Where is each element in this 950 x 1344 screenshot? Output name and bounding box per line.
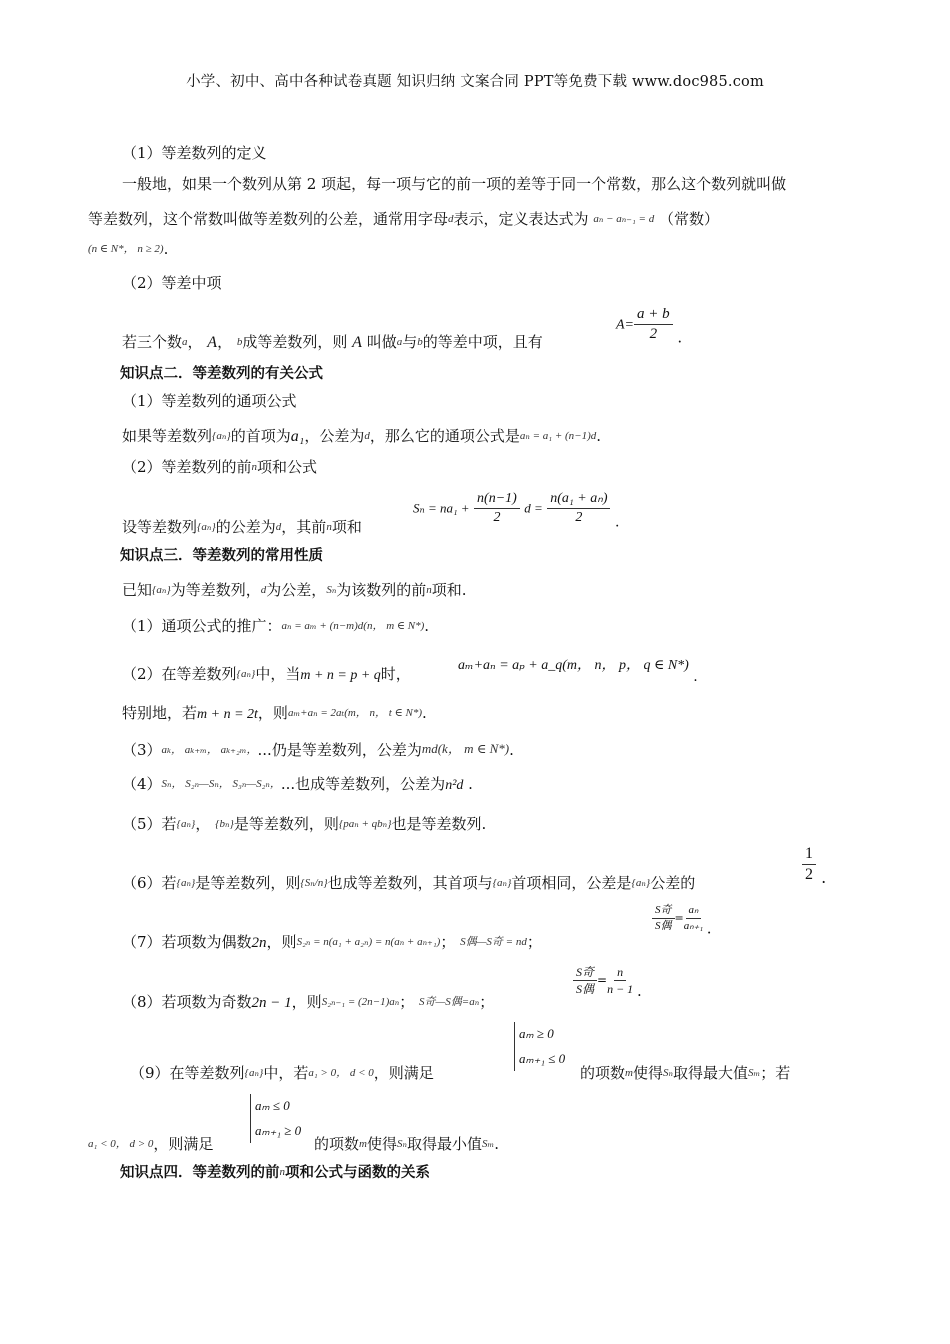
math-p3d: md(k， m ∈ N*)	[421, 741, 510, 756]
text: 的项数	[580, 1064, 626, 1082]
formula-half: $\frac{1}{2}$ .	[802, 846, 826, 886]
equals: =	[674, 911, 684, 925]
text: （5）若	[122, 815, 177, 833]
math-an-seq: {aₙ}	[152, 584, 171, 596]
fraction-sum-2	[547, 492, 610, 525]
math-general: aₙ = a₁ + (n−1)d	[519, 430, 597, 442]
math-A-eq: A=	[616, 317, 634, 333]
numerator: S奇	[573, 966, 597, 981]
text: 为公差，	[266, 581, 327, 599]
text: （6）若	[122, 874, 177, 892]
text: 项和公式	[257, 458, 318, 476]
math-Sn: Sₙ	[396, 1138, 407, 1150]
text: 中，若	[263, 1064, 309, 1082]
line-prop-1: （1）通项公式的推广：aₙ = aₘ + (n−m)d(n， m ∈ N*).	[122, 617, 430, 635]
math-n: n	[251, 461, 258, 473]
text: 等差数列，这个常数叫做等差数列的公差，通常用字母	[88, 210, 449, 228]
line-general-term: 如果等差数列{aₙ}的首项为a₁，公差为d，那么它的通项公式是aₙ = a₁ + (n−1)d.	[122, 427, 602, 445]
text: 公差的	[650, 874, 696, 892]
line-prop-7: （7）若项数为偶数2n，则S₂ₙ = n(a₁ + a₂ₙ) = n(aₙ + aₙ₊₁)； S偶—S奇 = nd；	[122, 933, 542, 951]
text: 取得最大值	[672, 1064, 748, 1082]
system-line: aₘ₊₁ ≤ 0	[519, 1050, 566, 1066]
math-cond2: m + n = 2t	[197, 707, 258, 722]
fraction-odd-ratio	[573, 966, 597, 995]
text: 是等差数列，则	[195, 874, 301, 892]
text: ，则	[266, 933, 297, 951]
text: （2）在等差数列	[122, 665, 237, 683]
math-Sn: Sₙ	[326, 584, 337, 596]
line-known	[122, 583, 467, 598]
math-n: n	[426, 584, 432, 596]
math-odd-diff: S奇—S偶=aₙ	[419, 996, 480, 1008]
text: 时，	[380, 665, 411, 683]
math-odd-S: S₂ₙ₋₁ = (2n−1)aₙ	[321, 996, 400, 1008]
numerator: n(n−1)	[474, 492, 520, 509]
math-a1: a₁	[290, 428, 305, 445]
heading-point-four	[120, 1166, 430, 1181]
text: 项和公式与函数的关系	[285, 1165, 430, 1181]
text: ，其前	[281, 518, 327, 536]
math-an-seq: {aₙ}	[197, 521, 216, 533]
line-prop-5: （5）若{aₙ}， {bₙ}是等差数列，则{paₙ + qbₙ}也是等差数列.	[122, 815, 487, 833]
line-prop-10	[88, 1137, 213, 1152]
math-an-seq: {aₙ}	[212, 430, 231, 442]
math-p4d: n²d	[445, 778, 464, 793]
numerator: aₙ	[686, 905, 702, 919]
math-b: b	[417, 336, 423, 348]
math-Sn: Sₙ	[662, 1067, 673, 1079]
numerator: 1	[802, 846, 816, 865]
fraction-ab	[634, 307, 673, 342]
line-prop-3: （3）aₖ， aₖ₊ₘ， aₖ₊₂ₘ，...仍是等差数列，公差为md(k， m ∈ N*).	[122, 741, 514, 759]
math-c9: a₁ > 0， d < 0	[308, 1067, 374, 1079]
math-an-seq: {aₙ}	[631, 877, 651, 889]
line-definition-title: （1）等差数列的定义	[122, 144, 267, 162]
text: ，则满足	[153, 1135, 214, 1153]
math-even-diff: S偶—S奇 = nd	[460, 936, 527, 948]
text: 取得最小值	[406, 1135, 482, 1153]
line-general-term-title: （1）等差数列的通项公式	[122, 392, 297, 410]
math-an-seq: {aₙ}	[176, 818, 196, 830]
math-n: n	[326, 521, 332, 533]
math-m: m	[625, 1067, 633, 1079]
math-pq-seq: {paₙ + qbₙ}	[338, 818, 392, 830]
line-prop-2	[122, 667, 411, 683]
denominator: aₙ₊₁	[683, 920, 704, 932]
text: 使得	[366, 1135, 397, 1153]
text: （4）	[122, 775, 162, 793]
line-middle-title: （2）等差中项	[122, 274, 222, 292]
math-sum-lhs: Sₙ = na₁ +	[413, 500, 470, 516]
system-min	[250, 1094, 301, 1143]
math-Sn-over-n: {Sₙ/n}	[300, 877, 328, 889]
math-d: d	[364, 430, 370, 442]
text: 的等差中项，且有	[422, 333, 543, 351]
fraction-even-ratio	[652, 905, 675, 932]
denominator: 2	[649, 326, 658, 342]
text: 成等差数列，则	[242, 333, 348, 351]
math-even-S: S₂ₙ = n(a₁ + a₂ₙ) = n(aₙ + aₙ₊₁)	[296, 936, 441, 948]
math-A: A	[207, 334, 218, 351]
formula-middle: A= $\frac{a + b}{2}$ .	[616, 306, 683, 347]
math-an-seq: {aₙ}	[236, 668, 256, 680]
math-A: A	[352, 334, 362, 351]
text: （常数）	[659, 210, 720, 228]
numerator: a + b	[634, 307, 673, 325]
text: 知识点四．等差数列的前	[120, 1165, 280, 1181]
formula-even-ratio: $\frac{\text{S奇}}{\text{S偶}}$ = $\frac{\text{aₙ}}{\text{aₙ₊₁}}$ .	[652, 905, 712, 937]
math-a: a	[396, 336, 403, 348]
text: ；若	[760, 1064, 791, 1082]
text: ，那么它的通项公式是	[369, 427, 520, 445]
math-n: n	[279, 1166, 285, 1178]
text: ，公差为	[304, 427, 365, 445]
denominator: 2	[493, 510, 501, 525]
text: ...也成等差数列，公差为	[280, 775, 446, 793]
denominator: 2	[575, 510, 583, 525]
text: 项和	[331, 518, 362, 536]
text: 也成等差数列，其首项与	[327, 874, 493, 892]
text: 如果等差数列	[122, 427, 213, 445]
math-m: m	[359, 1138, 367, 1150]
line-prop-9	[130, 1066, 434, 1081]
heading-point-three: 知识点三．等差数列的常用性质	[120, 548, 323, 564]
text: 若三个数	[122, 333, 183, 351]
text: （3）	[122, 741, 162, 759]
text: （2）等差数列的前	[122, 458, 252, 476]
system-max	[514, 1022, 565, 1071]
denominator: n − 1	[607, 982, 634, 996]
math-an-seq: {aₙ}	[492, 877, 512, 889]
system-line: aₘ₊₁ ≥ 0	[255, 1122, 302, 1138]
page-header: 小学、初中、高中各种试卷真题 知识归纳 文案合同 PPT等免费下载 www.doc985.com	[186, 74, 764, 90]
numerator: S奇	[652, 905, 675, 919]
text: 特别地，若	[122, 704, 198, 722]
math-odd-n: 2n − 1	[251, 995, 292, 1011]
text: （9）在等差数列	[130, 1064, 245, 1082]
denominator: S偶	[576, 982, 595, 996]
text: 为该数列的前	[336, 581, 427, 599]
numerator: n	[614, 966, 626, 981]
math-a: a	[182, 336, 188, 348]
fraction-even-ratio-r	[684, 905, 704, 932]
text: ，则满足	[373, 1064, 434, 1082]
line-middle-text: 若三个数a， A， b成等差数列，则 A 叫做a与b的等差中项，且有	[122, 333, 543, 351]
line-prop-9-tail	[580, 1066, 790, 1081]
text: （7）若项数为偶数	[122, 933, 252, 951]
line-prop-4: （4）Sₙ， S₂ₙ—Sₙ， S₃ₙ—S₂ₙ，...也成等差数列，公差为n²d .	[122, 775, 473, 793]
fraction-half	[802, 846, 816, 883]
numerator: n(a₁ + aₙ)	[547, 492, 610, 509]
denominator: S偶	[655, 920, 672, 932]
text: 也是等差数列.	[391, 815, 487, 833]
formula-sum: Sₙ = na₁ + $\frac{n(n-1)}{2}$ d = $\frac{\text{n(a₁ + aₙ)}}{2}$ .	[413, 491, 620, 531]
formula-odd-ratio: $\frac{\text{S奇}}{\text{S偶}}$ = $\frac{n}{n - 1}$ .	[573, 966, 642, 999]
fraction-sum-1	[474, 492, 520, 525]
text: （1）通项公式的推广：	[122, 617, 282, 635]
text: ，则	[257, 704, 288, 722]
text: 已知	[122, 581, 153, 599]
math-sum-mid: d =	[524, 500, 543, 516]
line-prop-8: （8）若项数为奇数2n − 1，则S₂ₙ₋₁ = (2n−1)aₙ； S奇—S偶=aₙ；	[122, 993, 495, 1011]
math-p3seq: aₖ， aₖ₊ₘ， aₖ₊₂ₘ，	[161, 744, 258, 756]
system-line: aₘ ≥ 0	[519, 1026, 554, 1041]
text: 的公差为	[215, 518, 276, 536]
math-bn-seq: {bₙ}	[215, 818, 234, 830]
text: ...仍是等差数列，公差为	[257, 741, 422, 759]
heading-point-two: 知识点二．等差数列的有关公式	[120, 366, 323, 382]
text: 项和.	[431, 581, 467, 599]
math-an-seq: {aₙ}	[176, 877, 196, 889]
math-c10: a₁ < 0， d > 0	[88, 1138, 154, 1150]
text: 叫做	[366, 333, 397, 351]
line-prop-10-tail: 的项数m使得Sₙ取得最小值Sₘ.	[314, 1135, 499, 1153]
math-res2: aₘ+aₙ = 2aₜ(m， n， t ∈ N*)	[287, 707, 423, 719]
equals: =	[597, 973, 608, 987]
line-prop-6	[122, 876, 695, 891]
text: 首项相同，公差是	[511, 874, 632, 892]
text: 的首项为	[230, 427, 291, 445]
text: 表示，定义表达式为	[453, 210, 589, 228]
line-prop-2-special: 特别地，若m + n = 2t，则aₘ+aₙ = 2aₜ(m， n， t ∈ N*).	[122, 704, 427, 722]
text: 中，当	[255, 665, 301, 683]
math-an-seq: {aₙ}	[244, 1067, 264, 1079]
math-Sm: Sₘ	[747, 1067, 761, 1079]
math-p4seq: Sₙ， S₂ₙ—Sₙ， S₃ₙ—S₂ₙ，	[161, 778, 281, 790]
system-line: aₘ ≤ 0	[255, 1098, 290, 1113]
line-sum-text	[122, 520, 362, 535]
text: 的项数	[314, 1135, 360, 1153]
math-res: aₘ+aₙ = aₚ + a_q(m， n， p， q ∈ N*)	[458, 658, 689, 673]
math-b: b	[236, 336, 243, 348]
math-even-n: 2n	[251, 935, 267, 951]
formula-prop-2: aₘ+aₙ = aₚ + a_q(m， n， p， q ∈ N*) .	[458, 658, 698, 685]
math-cond: m + n = p + q	[300, 668, 381, 683]
text: 设等差数列	[122, 518, 198, 536]
line-definition-text-1: 一般地，如果一个数列从第 2 项起，每一项与它的前一项的差等于同一个常数，那么这个数列就叫做	[122, 175, 787, 193]
math-d: d	[260, 584, 267, 596]
text: （8）若项数为奇数	[122, 993, 252, 1011]
math-cond: (n ∈ N*， n ≥ 2)	[88, 243, 164, 255]
math-Sm: Sₘ	[481, 1138, 495, 1150]
text: 使得	[632, 1064, 663, 1082]
text: 为等差数列，	[170, 581, 261, 599]
text: ，则	[291, 993, 322, 1011]
fraction-odd-ratio-r	[607, 966, 633, 995]
denominator: 2	[805, 866, 813, 883]
line-definition-cond: (n ∈ N*， n ≥ 2).	[88, 240, 169, 258]
line-definition-text-2	[88, 212, 719, 227]
math-d: d	[448, 213, 454, 225]
line-sum-title	[122, 460, 317, 475]
math-definition: aₙ − aₙ₋₁ = d	[593, 213, 655, 225]
math-ext: aₙ = aₘ + (n−m)d(n， m ∈ N*)	[281, 620, 425, 632]
text: 是等差数列，则	[233, 815, 339, 833]
math-d: d	[275, 521, 282, 533]
